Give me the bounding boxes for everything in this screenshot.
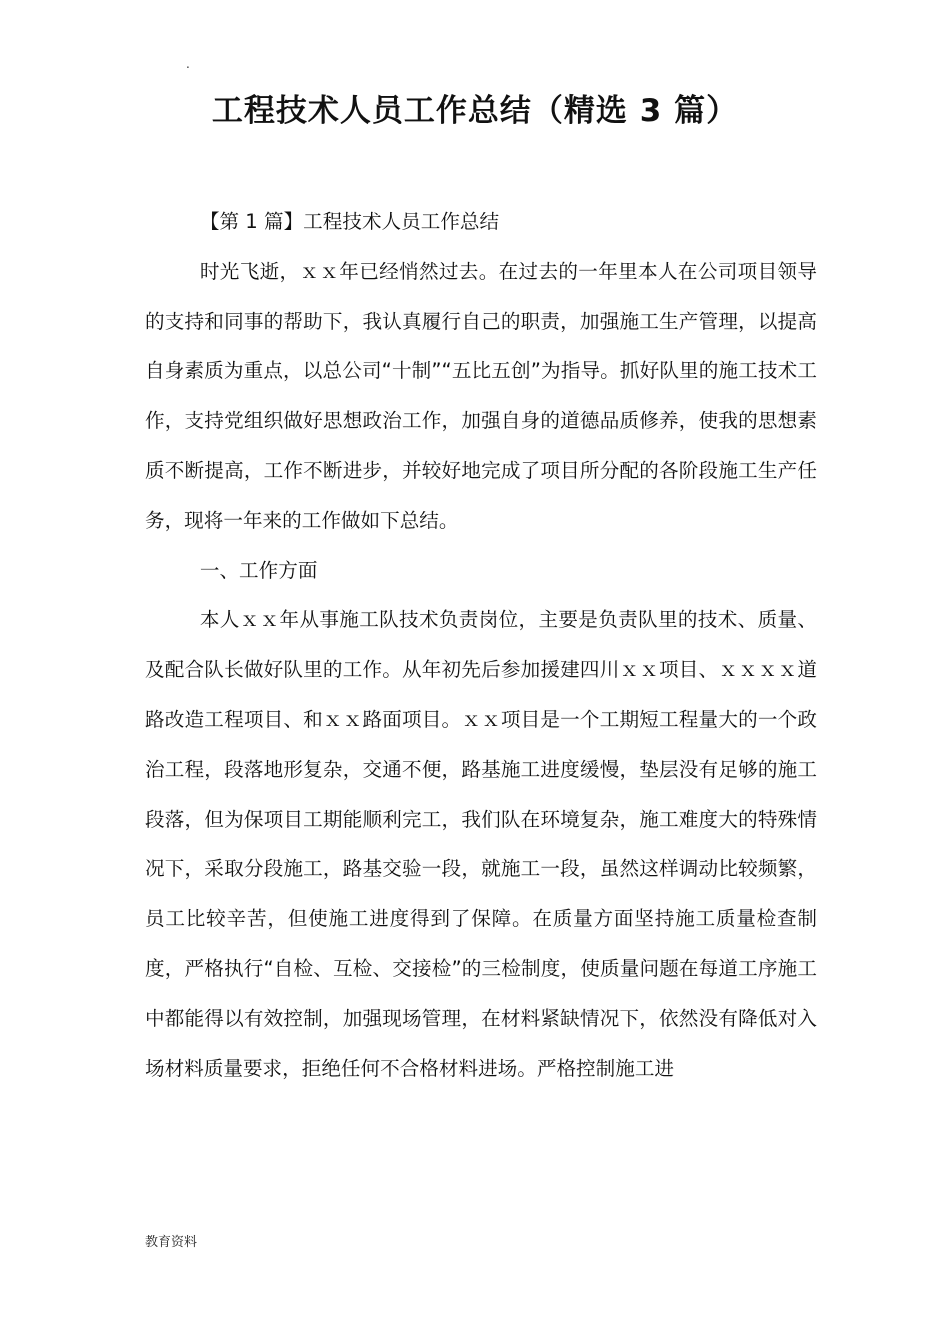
section-heading: 【第 1 篇】工程技术人员工作总结 — [199, 210, 500, 233]
paragraph-intro: 时光飞逝，ｘｘ年已经悄然过去。在过去的一年里本人在公司项目领导的支持和同事的帮助下，我认真履行自己的职责，加强施工生产管理，以提高自身素质为重点，以总公司“十制”“五比五创”为指导。抓好队里的施工技术工作，支持党组织做好思想政治工作，加强自身的道德品质修养，使我的思想素质不断提高，工作不断进步，并较好地完成了项目所分配的各阶段施工生产任务，现将一年来的工作做如下总结。 — [145, 259, 817, 532]
page-footer: 教育资料 — [145, 1235, 198, 1250]
paragraph-work: 本人ｘｘ年从事施工队技术负责岗位，主要是负责队里的技术、质量、及配合队长做好队里的工作。从年初先后参加援建四川ｘｘ项目、ｘｘｘｘ道路改造工程项目、和ｘｘ路面项目。ｘｘ项目是一个工期短工程量大的一个政治工程，段落地形复杂，交通不便，路基施工进度缓慢，垫层没有足够的施工段落，但为保项目工期能顺利完工，我们队在环境复杂，施工难度大的特殊情况下，采取分段施工，路基交验一段，就施工一段，虽然这样调动比较频繁，员工比较辛苦，但使施工进度得到了保障。在质量方面坚持施工质量检查制度，严格执行“自检、互检、交接检”的三检制度，使质量问题在每道工序施工中都能得以有效控制，加强现场管理，在材料紧缺情况下，依然没有降低对入场材料质量要求，拒绝任何不合格材料进场。严格控制施工进 — [145, 608, 817, 1080]
header-mark: . — [186, 57, 190, 71]
document-title: 工程技术人员工作总结（精选 3 篇） — [211, 93, 739, 129]
document-body — [145, 197, 817, 1093]
subsection-heading: 一、工作方面 — [199, 558, 318, 582]
